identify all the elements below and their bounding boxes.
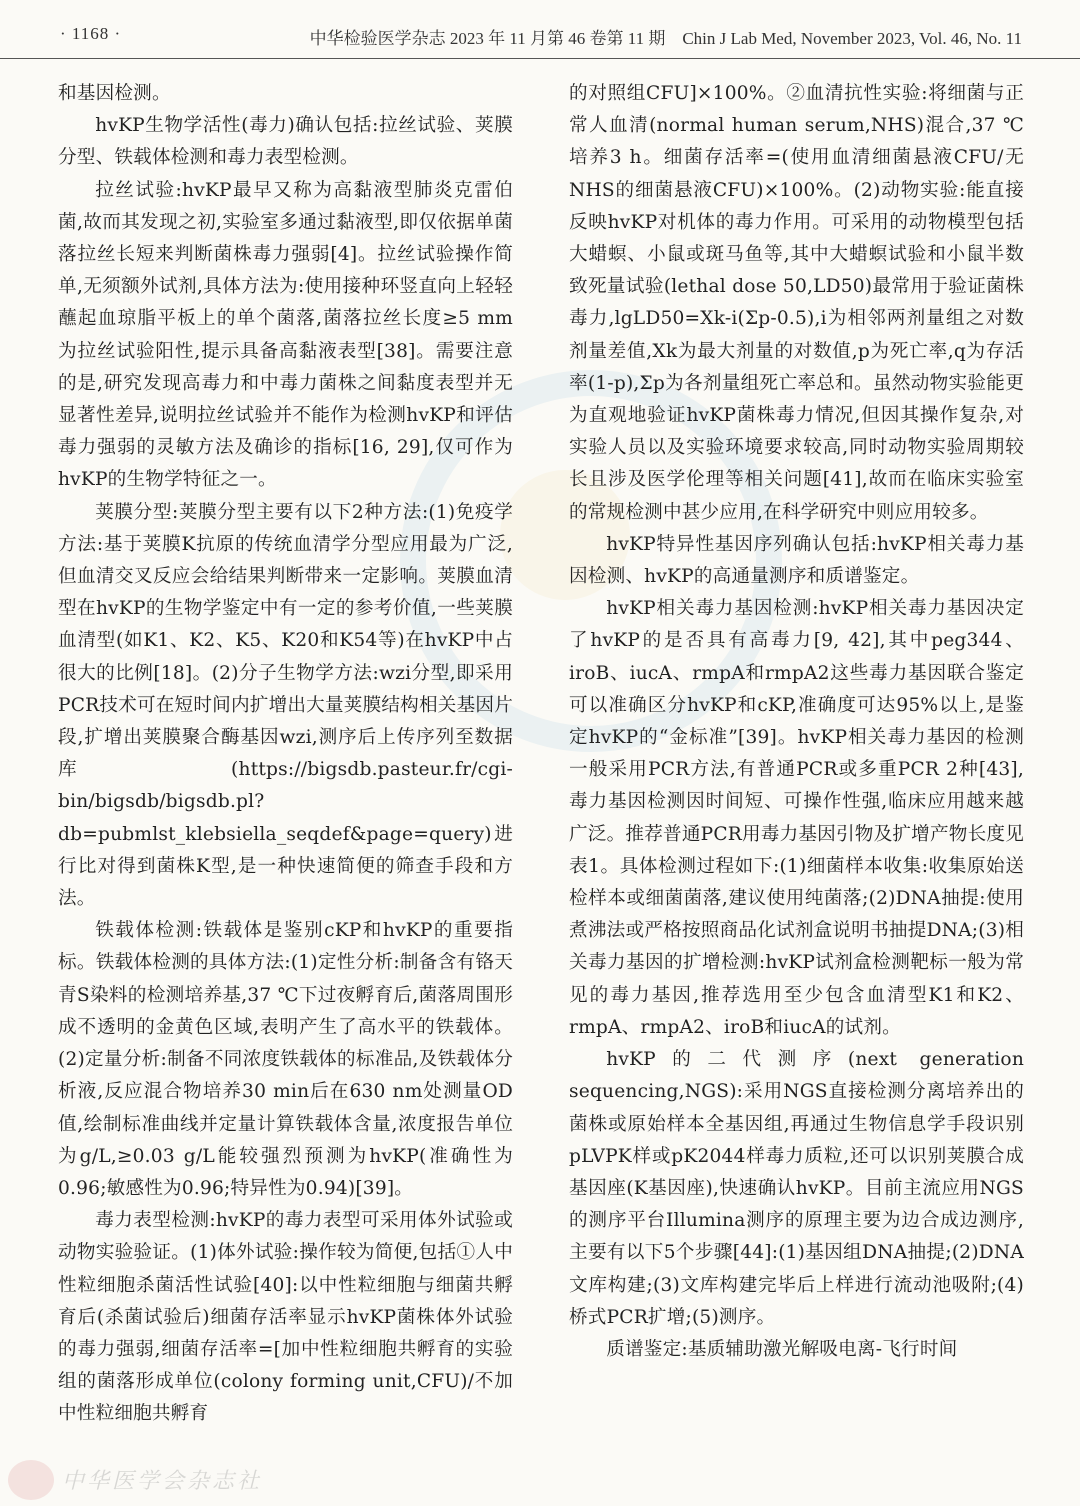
publisher-logo xyxy=(8,1460,54,1500)
publisher-watermark: 中华医学会杂志社 xyxy=(62,1469,263,1494)
right-column xyxy=(569,78,1024,1454)
paragraph: 铁载体检测:铁载体是鉴别cKP和hvKP的重要指标。铁载体检测的具体方法:(1)定性分析:制备含有铬天青S染料的检测培养基,37 ℃下过夜孵育后,菌落周围形成不透明的金黄色区域,表明产生了高水平的铁载体。(2)定量分析:制备不同浓度铁载体的标准品,及铁载体分析液,反应混合物培养30 min后在630 nm处测量OD值,绘制标准曲线并定量计算铁载体含量,浓度报告单位为g/L,≥0.03 g/L能较强烈预测为hvKP(准确性为0.96;敏感性为0.96;特异性为0.94)[39]。 xyxy=(58,920,513,1199)
paragraph: 的对照组CFU]×100%。②血清抗性实验:将细菌与正常人血清(normal human serum,NHS)混合,37 ℃培养3 h。细菌存活率=(使用血清细菌悬液CFU/无NHS的细菌悬液CFU)×100%。(2)动物实验:能直接反映hvKP对机体的毒力作用。可采用的动物模型包括大蜡螟、小鼠或斑马鱼等,其中大蜡螟试验和小鼠半数致死量试验(lethal dose 50,LD50)最常用于验证菌株毒力,lgLD50=Xk-i(Σp-0.5),i为相邻两剂量组之对数剂量差值,Xk为最大剂量的对数值,p为死亡率,q为存活率(1-p),Σp为各剂量组死亡率总和。虽然动物实验能更为直观地验证hvKP菌株毒力情况,但因其操作复杂,对实验人员以及实验环境要求较高,同时动物实验周期较长且涉及医学伦理等相关问题[41],故而在临床实验室的常规检测中甚少应用,在科学研究中则应用较多。 xyxy=(569,83,1024,523)
page-number: · 1168 · xyxy=(60,24,122,43)
paragraph: hvKP特异性基因序列确认包括:hvKP相关毒力基因检测、hvKP的高通量测序和质谱鉴定。 xyxy=(569,533,1024,588)
body-columns xyxy=(58,78,1024,1454)
paragraph: 和基因检测。 xyxy=(58,83,171,104)
running-head: 中华检验医学杂志 2023 年 11 月第 46 卷第 11 期 Chin J Lab Med, November 2023, Vol. 46, No. 11 xyxy=(309,29,1022,48)
paragraph: hvKP相关毒力基因检测:hvKP相关毒力基因决定了hvKP的是否具有高毒力[9, 42],其中peg344、iroB、iucA、rmpA和rmpA2这些毒力基因联合鉴定可以准确区分hvKP和cKP,准确度可达95%以上,是鉴定hvKP的“金标准”[39]。hvKP相关毒力基因的检测一般采用PCR方法,有普通PCR或多重PCR 2种[43],毒力基因检测因时间短、可操作性强,临床应用越来越广泛。推荐普通PCR用毒力基因引物及扩增产物长度见表1。具体检测过程如下:(1)细菌样本收集:收集原始送检样本或细菌菌落,建议使用纯菌落;(2)DNA抽提:使用煮沸法或严格按照商品化试剂盒说明书抽提DNA;(3)相关毒力基因的扩增检测:hvKP试剂盒检测靶标一般为常见的毒力基因,推荐选用至少包含血清型K1和K2、rmpA、rmpA2、iroB和iucA的试剂。 xyxy=(569,598,1024,1038)
paragraph: 荚膜分型:荚膜分型主要有以下2种方法:(1)免疫学方法:基于荚膜K抗原的传统血清学分型应用最为广泛,但血清交叉反应会给结果判断带来一定影响。荚膜血清型在hvKP的生物学鉴定中有一定的参考价值,一些荚膜血清型(如K1、K2、K5、K20和K54等)在hvKP中占很大的比例[18]。(2)分子生物学方法:wzi分型,即采用PCR技术可在短时间内扩增出大量荚膜结构相关基因片段,扩增出荚膜聚合酶基因wzi,测序后上传序列至数据库(https://bigsdb.pasteur.fr/cgi-bin/bigsdb/bigsdb.pl?db=pubmlst_klebsiella_seqdef&page=query)进行比对得到菌株K型,是一种快速简便的筛查手段和方法。 xyxy=(58,501,513,910)
paragraph: 质谱鉴定:基质辅助激光解吸电离-飞行时间 xyxy=(606,1338,958,1360)
paragraph: 毒力表型检测:hvKP的毒力表型可采用体外试验或动物实验验证。(1)体外试验:操作较为简便,包括①人中性粒细胞杀菌活性试验[40]:以中性粒细胞与细菌共孵育后(杀菌试验后)细菌存活率显示hvKP菌株体外试验的毒力强弱,细菌存活率=[加中性粒细胞共孵育的实验组的菌落形成单位(colony forming unit,CFU)/不加中性粒细胞共孵育 xyxy=(58,1210,513,1425)
paragraph: 拉丝试验:hvKP最早又称为高黏液型肺炎克雷伯菌,故而其发现之初,实验室多通过黏液型,即仅依据单菌落拉丝长短来判断菌株毒力强弱[4]。拉丝试验操作简单,无须额外试剂,具体方法为:使用接种环竖直向上轻轻蘸起血琼脂平板上的单个菌落,菌落拉丝长度≥5 mm 为拉丝试验阳性,提示具备高黏液表型[38]。需要注意的是,研究发现高毒力和中毒力菌株之间黏度表型并无显著性差异,说明拉丝试验并不能作为检测hvKP和评估毒力强弱的灵敏方法及确诊的指标[16, 29],仅可作为hvKP的生物学特征之一。 xyxy=(58,179,513,491)
left-column xyxy=(58,78,513,1454)
paragraph: hvKP生物学活性(毒力)确认包括:拉丝试验、荚膜分型、铁载体检测和毒力表型检测。 xyxy=(58,115,513,169)
paragraph: hvKP的二代测序(next generation sequencing,NGS):采用NGS直接检测分离培养出的菌株或原始样本全基因组,再通过生物信息学手段识别pLVPK样或pK2044样毒力质粒,还可以识别荚膜合成基因座(K基因座),快速确认hvKP。目前主流应用NGS的测序平台Illumina测序的原理主要为边合成边测序,主要有以下5个步骤[44]:(1)基因组DNA抽提;(2)DNA文库构建;(3)文库构建完毕后上样进行流动池吸附;(4)桥式PCR扩增;(5)测序。 xyxy=(569,1049,1024,1328)
page-header xyxy=(0,0,1080,59)
